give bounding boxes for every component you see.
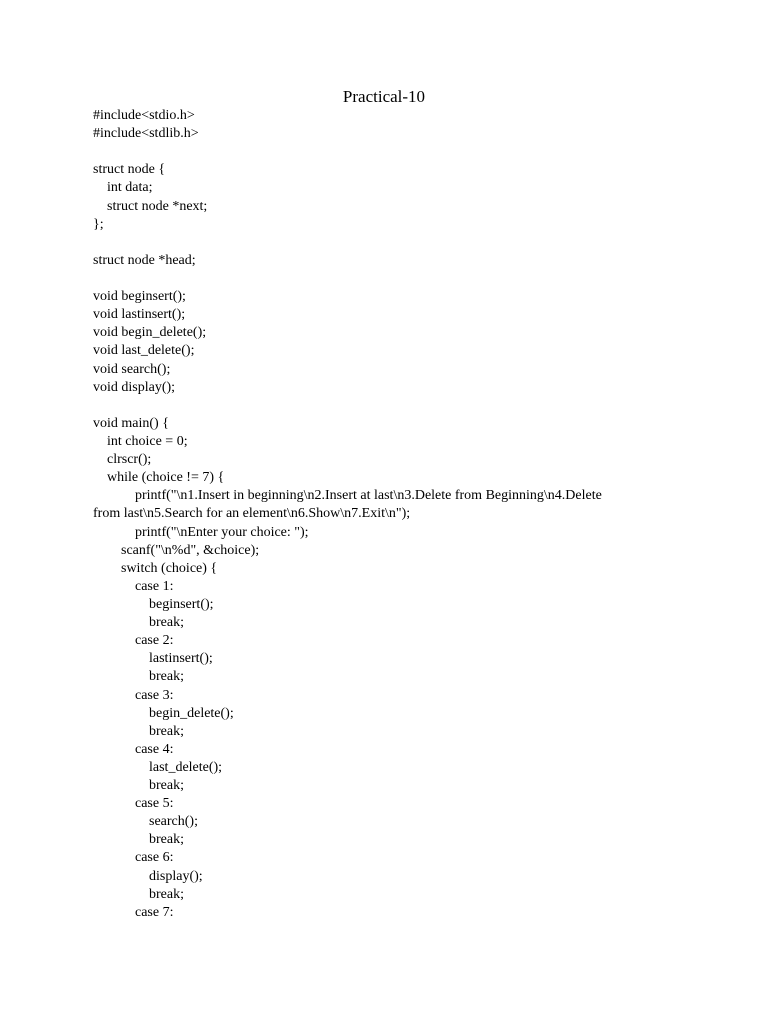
page-title: Practical-10: [342, 87, 426, 106]
code-line: search();: [93, 814, 198, 830]
code-line: void beginsert();: [93, 289, 186, 305]
code-line: printf("\n1.Insert in beginning\n2.Insert at last\n3.Delete from Beginning\n4.Delete: [93, 488, 602, 504]
code-line: beginsert();: [93, 596, 214, 612]
code-line: #include<stdio.h>: [93, 108, 195, 123]
code-line: #include<stdlib.h>: [93, 126, 199, 142]
code-line: scanf("\n%d", &choice);: [93, 542, 260, 558]
code-line: from last\n5.Search for an element\n6.Show\n7.Exit\n");: [93, 506, 411, 522]
code-line: [93, 143, 713, 161]
code-line: last_delete();: [93, 759, 223, 775]
code-line: int choice = 0;: [93, 433, 188, 449]
code-line: void lastinsert();: [93, 307, 186, 323]
code-line: };: [93, 216, 104, 232]
code-line: case 5:: [93, 796, 174, 812]
code-line: void begin_delete();: [93, 325, 207, 341]
code-line: break;: [93, 832, 184, 848]
code-line: display();: [93, 868, 203, 884]
code-line: struct node *next;: [93, 198, 208, 214]
code-line: while (choice != 7) {: [93, 470, 225, 486]
code-line: case 1:: [93, 578, 174, 594]
code-line: void search();: [93, 361, 171, 377]
code-line: break;: [93, 778, 184, 794]
code-line: [93, 397, 713, 415]
code-line: [93, 234, 713, 252]
code-line: void last_delete();: [93, 343, 195, 359]
code-line: void display();: [93, 379, 176, 395]
code-line: break;: [93, 669, 184, 685]
code-line: case 3:: [93, 687, 174, 703]
code-line: case 7:: [93, 904, 174, 920]
code-line: case 6:: [93, 850, 174, 866]
code-line: [93, 270, 713, 288]
code-line: break;: [93, 886, 184, 902]
code-line: break;: [93, 615, 184, 631]
code-line: clrscr();: [93, 452, 152, 468]
code-line: break;: [93, 723, 184, 739]
code-listing: [93, 107, 713, 922]
code-line: begin_delete();: [93, 705, 234, 721]
code-line: void main() {: [93, 415, 169, 431]
code-line: switch (choice) {: [93, 560, 218, 576]
code-line: int data;: [93, 180, 153, 196]
code-line: struct node {: [93, 162, 166, 178]
code-line: printf("\nEnter your choice: ");: [93, 524, 309, 540]
code-line: struct node *head;: [93, 252, 196, 268]
code-line: case 4:: [93, 741, 174, 757]
code-line: case 2:: [93, 633, 174, 649]
code-line: lastinsert();: [93, 651, 213, 667]
